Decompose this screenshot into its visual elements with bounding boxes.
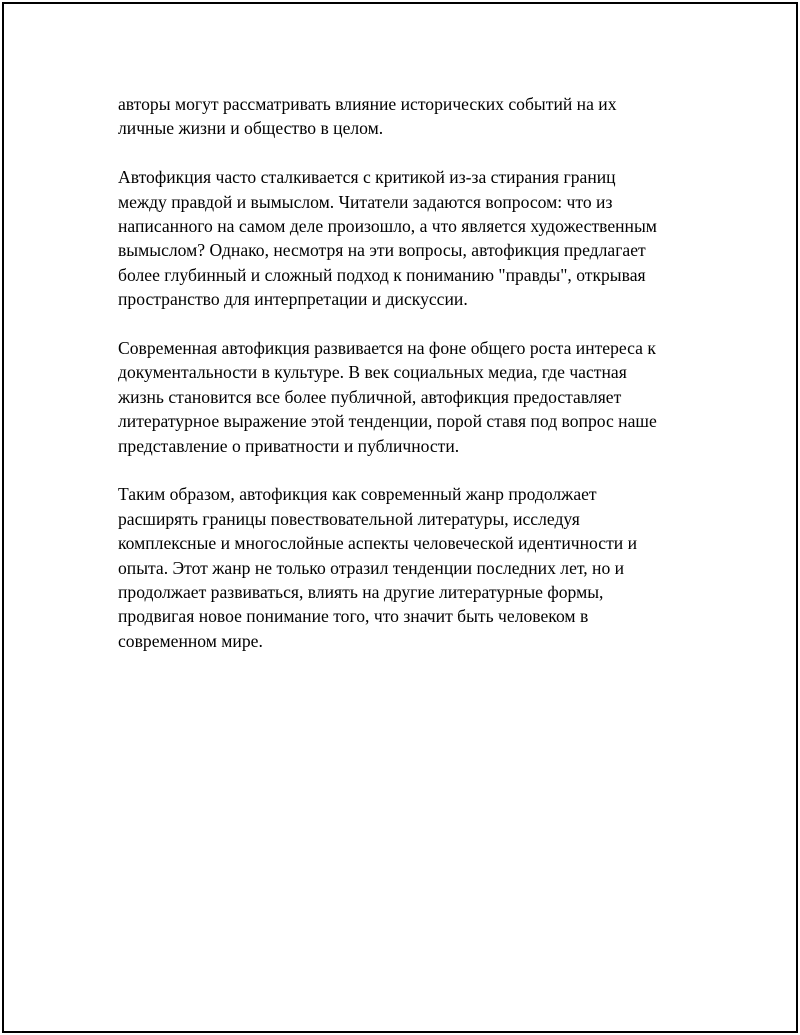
text-line: продвигая новое понимание того, что значит быть человеком в — [118, 606, 589, 627]
paragraph-2 — [118, 165, 698, 311]
text-line: Современная автофикция развивается на фоне общего роста интереса к — [118, 338, 656, 359]
text-line: опыта. Этот жанр не только отразил тенденции последних лет, но и — [118, 557, 625, 578]
text-line: личные жизни и общество в целом. — [118, 118, 384, 139]
text-line: документальности в культуре. В век социальных медиа, где частная — [118, 362, 627, 383]
text-line: продолжает развиваться, влиять на другие литературные формы, — [118, 582, 604, 603]
text-line: авторы могут рассматривать влияние исторических событий на их — [118, 94, 617, 114]
text-line: Таким образом, автофикция как современный жанр продолжает — [118, 484, 597, 505]
text-line: Автофикция часто сталкивается с критикой из-за стирания границ — [118, 167, 616, 188]
document-body — [118, 92, 698, 678]
paragraph-1 — [118, 92, 698, 141]
text-line: жизнь становится все более публичной, автофикция предоставляет — [118, 386, 622, 407]
text-line: представление о приватности и публичности. — [118, 435, 460, 456]
paragraph-3 — [118, 336, 698, 458]
text-line: более глубинный и сложный подход к пониманию "правды", открывая — [118, 264, 646, 285]
text-line: между правдой и вымыслом. Читатели задаются вопросом: что из — [118, 191, 613, 212]
text-line: расширять границы повествовательной литературы, исследуя — [118, 508, 580, 529]
text-line: пространство для интерпретации и дискуссии. — [118, 289, 468, 310]
paragraph-4 — [118, 482, 698, 653]
text-line: литературное выражение этой тенденции, порой ставя под вопрос наше — [118, 411, 657, 432]
text-line: комплексные и многослойные аспекты человеческой идентичности и — [118, 533, 637, 554]
text-line: написанного на самом деле произошло, а что является художественным — [118, 216, 657, 237]
text-line: вымыслом? Однако, несмотря на эти вопросы, автофикция предлагает — [118, 240, 646, 261]
text-line: современном мире. — [118, 630, 263, 651]
